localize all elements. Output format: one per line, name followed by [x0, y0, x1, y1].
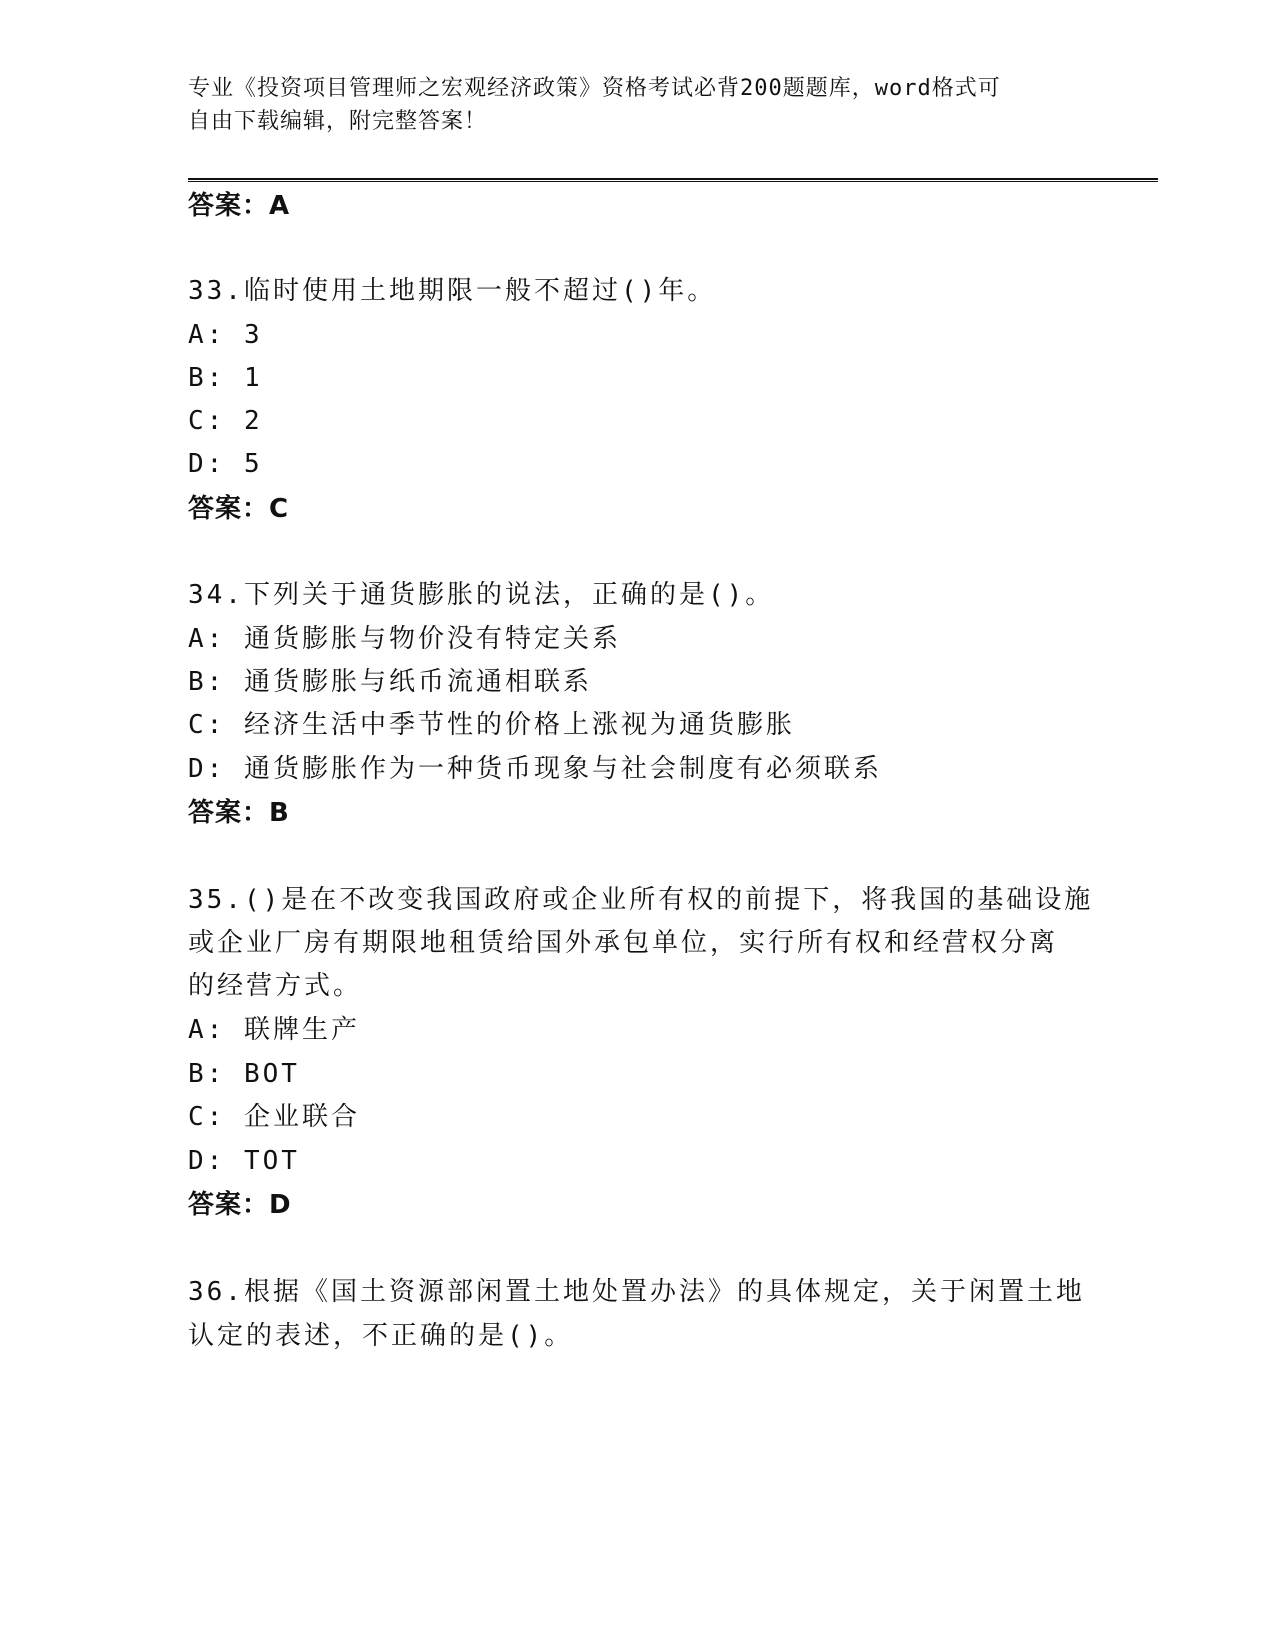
header-line-1: 专业《投资项目管理师之宏观经济政策》资格考试必背200题题库，word格式可 [188, 76, 1001, 101]
question-33-stem: 33.临时使用土地期限一般不超过()年。 [188, 276, 717, 306]
question-35-option-d: D: TOT [188, 1146, 300, 1176]
question-34-option-c: C: 经济生活中季节性的价格上涨视为通货膨胀 [188, 710, 795, 740]
question-36-stem-line-1: 36.根据《国土资源部闲置土地处置办法》的具体规定，关于闲置土地 [188, 1277, 1085, 1307]
question-34-stem: 34.下列关于通货膨胀的说法，正确的是()。 [188, 580, 775, 610]
question-33-option-c: C: 2 [188, 406, 263, 436]
question-34-option-d: D: 通货膨胀作为一种货币现象与社会制度有必须联系 [188, 754, 882, 784]
header-divider [188, 178, 1158, 182]
question-35-option-a: A: 联牌生产 [188, 1015, 360, 1045]
page-header [188, 72, 1068, 138]
question-34-option-b: B: 通货膨胀与纸币流通相联系 [188, 667, 592, 697]
question-35-stem-line-1: 35.()是在不改变我国政府或企业所有权的前提下，将我国的基础设施 [188, 885, 1094, 915]
question-34-option-a: A: 通货膨胀与物价没有特定关系 [188, 624, 621, 654]
question-33-option-b: B: 1 [188, 363, 263, 393]
header-line-2: 自由下载编辑，附完整答案！ [188, 109, 488, 134]
question-35-option-b: B: BOT [188, 1059, 300, 1089]
question-33-option-a: A: 3 [188, 320, 263, 350]
question-36-stem-line-2: 认定的表述，不正确的是()。 [188, 1321, 574, 1351]
question-35-option-c: C: 企业联合 [188, 1102, 360, 1132]
question-35-answer: 答案：D [188, 1190, 292, 1220]
question-35-stem-line-3: 的经营方式。 [188, 971, 363, 1001]
question-33-option-d: D: 5 [188, 449, 263, 479]
question-35-stem-line-2: 或企业厂房有期限地租赁给国外承包单位，实行所有权和经营权分离 [188, 928, 1059, 958]
question-33-answer: 答案：C [188, 494, 290, 524]
answer-label: 答案：A [188, 191, 291, 221]
question-34-answer: 答案：B [188, 798, 290, 828]
